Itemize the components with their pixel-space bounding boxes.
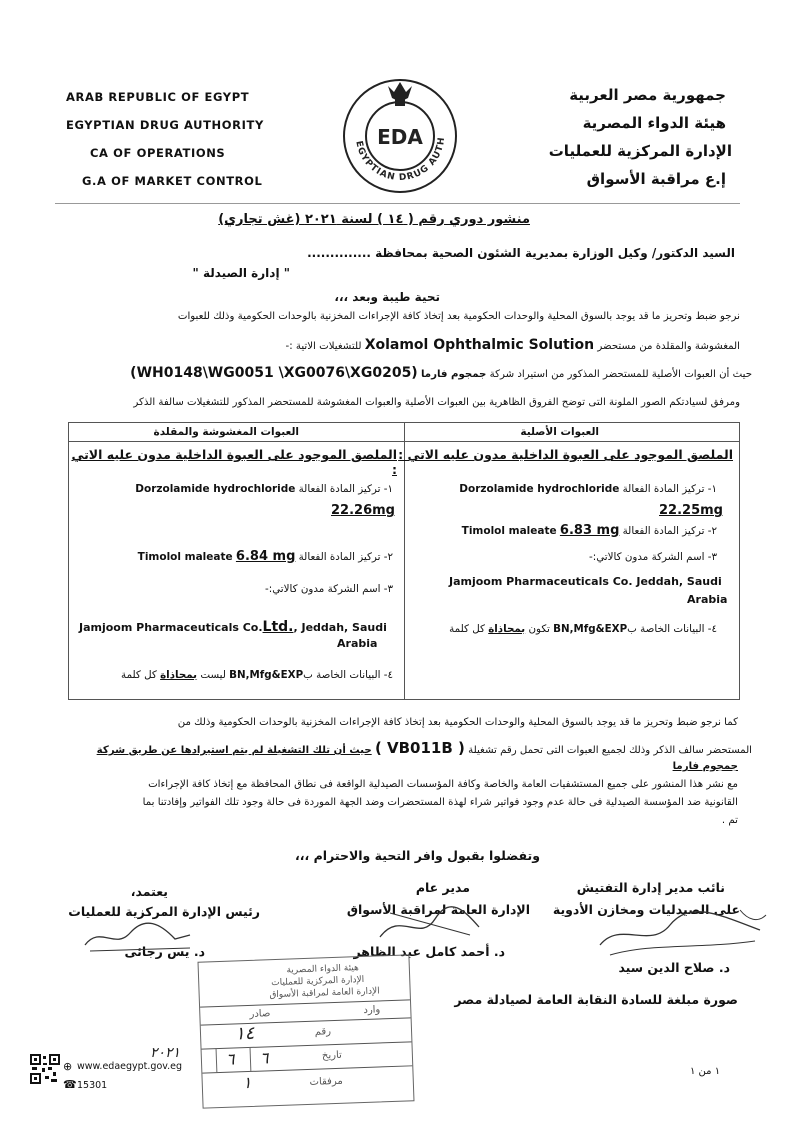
header-en-line-4: G.A OF MARKET CONTROL — [82, 174, 263, 188]
greeting: تحية طيبة وبعد ،،، — [334, 290, 440, 304]
header-en-line-2: EGYPTIAN DRUG AUTHORITY — [66, 118, 264, 132]
fake-item-2: ٢- تركيز المادة الفعالة Timolol maleate 6.84 mg — [137, 549, 393, 564]
fake-item-3: ٣- اسم الشركة مدون كالاتي:- — [265, 583, 393, 595]
sig-mid-title-1: مدير عام — [415, 880, 470, 895]
fake-header: العبوات المغشوشة والمقلدة — [153, 426, 299, 438]
logo-text: EDA — [377, 125, 423, 149]
web-icon: ⊕ — [63, 1060, 73, 1073]
stamp-row-date: تاريخ — [321, 1049, 343, 1062]
sig-left-title-1: رئيس الإدارة المركزية للعمليات — [68, 904, 260, 919]
signature-mid-scribble — [375, 905, 485, 945]
stamp-line-3: الإدارة العامة لمراقبة الأسواق — [269, 986, 380, 1001]
original-item-1: ١- تركيز المادة الفعالة Dorzolamide hydrochloride — [459, 483, 717, 495]
second-line-4: القانونية ضد المؤسسة الصيدلية فى حالة عدم وجود فواتير شراء لهذة المستحضرات وضد الجهة الموردة فى حالة وجود تلك الفواتير وإفادتنا بما — [142, 797, 738, 808]
sig-left-title-0: يعتمد، — [130, 884, 168, 899]
header-divider — [55, 203, 740, 204]
second-line-5: تم . — [721, 815, 738, 826]
header-ar-line-4: إ.ع مراقبة الأسواق — [586, 170, 726, 188]
sig-right-title-2: على الصيدليات ومخازن الأدوية — [552, 902, 740, 917]
original-company-line-1: Jamjoom Pharmaceuticals Co. Jeddah, Saudi — [449, 575, 722, 588]
batch-numbers: (WH0148\WG0051 \XG0076\XG0205) — [130, 365, 418, 381]
original-sub: الملصق الموجود على العبوة الداخلية مدون عليه الاتي : — [398, 447, 733, 462]
fake-item-4: ٤- البيانات الخاصة بBN,Mfg&EXP ليست بمحاذاة كل كلمة — [121, 669, 393, 681]
stamp-line-1: هيئة الدواء المصرية — [286, 963, 359, 976]
second-line-2: المستحضر سالف الذكر وذلك لجميع العبوات التى تحمل رقم تشغيلة ( VB011B ) حيث أن تلك التشغيلة لم يتم استيرادها عن طريق شركة — [96, 739, 752, 757]
original-company-line-2: Arabia — [687, 593, 728, 606]
original-header: العبوات الأصلية — [520, 426, 599, 438]
fake-company-line-1: Jamjoom Pharmaceuticals Co.Ltd., Jeddah, Saudi — [79, 619, 387, 635]
stamp-col-out: صادر — [249, 1008, 271, 1020]
table-header-divider — [69, 441, 739, 442]
page-number: ١ من ١ — [690, 1066, 721, 1077]
department: " إدارة الصيدلة " — [192, 266, 290, 280]
intro-line-1: نرجو ضبط وتحريز ما قد يوجد بالسوق المحلية والوحدات الحكومية بعد إتخاذ كافة الإجراءات المخزنية بالوحدات الحكومية وذلك للعبوات — [177, 311, 740, 322]
original-item-3: ٣- اسم الشركة مدون كالاتي:- — [589, 551, 717, 563]
original-item-4: ٤- البيانات الخاصة بBN,Mfg&EXP تكون بمحاذاة كل كلمة — [449, 623, 717, 635]
eda-logo — [340, 76, 460, 196]
header-en-line-3: CA OF OPERATIONS — [90, 146, 226, 160]
table-column-divider — [404, 423, 405, 699]
footer-website[interactable]: www.edaegypt.gov.eg — [77, 1061, 183, 1072]
product-name: Xolamol Ophthalmic Solution — [364, 337, 595, 353]
sig-right-title-1: نائب مدير إدارة التفتيش — [576, 880, 725, 895]
stamp-att-value: ١ — [242, 1072, 252, 1093]
stamp-col-in: وارد — [363, 1004, 381, 1016]
original-item-2-value: 6.83 mg — [559, 523, 620, 538]
logo-ring-text: EGYPTIAN DRUG AUTH — [353, 136, 448, 184]
fake-company-line-2: Arabia — [337, 637, 378, 650]
second-line-3: مع نشر هذا المنشور على جميع المستشفيات العامة والخاصة وكافة المؤسسات الصيدلية الواقعة فى نطاق المحافظة مع إتخاذ كافة الإجراءات — [148, 779, 738, 790]
signature-right-scribble — [590, 905, 770, 960]
sig-right-name: د. صلاح الدين سيد — [618, 960, 730, 975]
header-ar-line-3: الإدارة المركزية للعمليات — [548, 142, 732, 160]
sig-left-name: د. يس رجائى — [124, 944, 205, 959]
stamp-row-att: مرفقات — [309, 1075, 343, 1088]
original-item-1-value: 22.25mg — [659, 503, 723, 518]
addressee: السيد الدكتور/ وكيل الوزارة بمديرية الشئون الصحية بمحافظة .............. — [307, 246, 735, 260]
header-ar-line-2: هيئة الدواء المصرية — [582, 114, 726, 132]
copy-note: صورة مبلغة للسادة النقابة العامة لصيادلة مصر — [454, 992, 738, 1007]
fake-item-1: ١- تركيز المادة الفعالة Dorzolamide hydrochloride — [135, 483, 393, 495]
intro-line-4: ومرفق لسيادتكم الصور الملونة التى توضح الفروق الظاهرية بين العبوات الأصلية والعبوات المغشوشة للمستحضر المذكور للتشغيلات سالفة الذكر — [133, 397, 740, 408]
stamp-date-year: ٢٠٢١ — [150, 1045, 181, 1061]
registry-stamp — [197, 954, 414, 1108]
footer-phone: 15301 — [77, 1080, 108, 1091]
fake-item-2-value: 6.84 mg — [235, 549, 296, 564]
phone-icon: ☎ — [63, 1078, 77, 1091]
stamp-date-month: ٦ — [225, 1049, 235, 1069]
stamp-date-day: ٦ — [259, 1048, 269, 1068]
header-en-line-1: ARAB REPUBLIC OF EGYPT — [66, 90, 250, 104]
stamp-line-2: الإدارة المركزية للعمليات — [271, 974, 365, 989]
company-name: جمجوم فارما — [420, 369, 487, 380]
signature-left-scribble — [80, 915, 200, 955]
intro-line-2: المغشوشة والمقلدة من مستحضر Xolamol Ophthalmic Solution للتشغيلات الاتية :- — [285, 337, 740, 353]
sig-mid-name: د. أحمد كامل عبد الظاهر — [353, 944, 505, 959]
qr-code-icon — [30, 1054, 60, 1084]
stamp-num-value: ١٤ — [234, 1022, 255, 1045]
fake-item-1-value: 22.26mg — [331, 503, 395, 518]
sig-mid-title-2: الإدارة العامة لمراقبة الأسواق — [346, 902, 530, 917]
stamp-row-num: رقم — [314, 1026, 332, 1038]
header-ar-line-1: جمهورية مصر العربية — [569, 86, 726, 104]
original-item-2: ٢- تركيز المادة الفعالة Timolol maleate 6.83 mg — [461, 523, 717, 538]
fake-sub: الملصق الموجود على العبوة الداخلية مدون عليه الاتي : — [71, 447, 397, 477]
intro-line-3: حيث أن العبوات الأصلية للمستحضر المذكور من استيراد شركة جمجوم فارما (WH0148\WG0051 \XG0076\XG0205) — [130, 365, 752, 381]
second-line-1: كما نرجو ضبط وتحريز ما قد يوجد بالسوق المحلية والوحدات الحكومية بعد إتخاذ كافة الإجراءات المخزنية بالوحدات الحكومية وذلك من — [177, 717, 738, 728]
comparison-table — [68, 422, 740, 700]
closing: وتفضلوا بقبول وافر التحية والاحترام ،،، — [295, 848, 540, 863]
circular-title: منشور دوري رقم ( ١٤ ) لسنة ٢٠٢١ (غش تجاري) — [218, 212, 530, 227]
excluded-batch: ( VB011B ) — [374, 739, 465, 757]
second-company: جمجوم فارما — [672, 761, 738, 772]
